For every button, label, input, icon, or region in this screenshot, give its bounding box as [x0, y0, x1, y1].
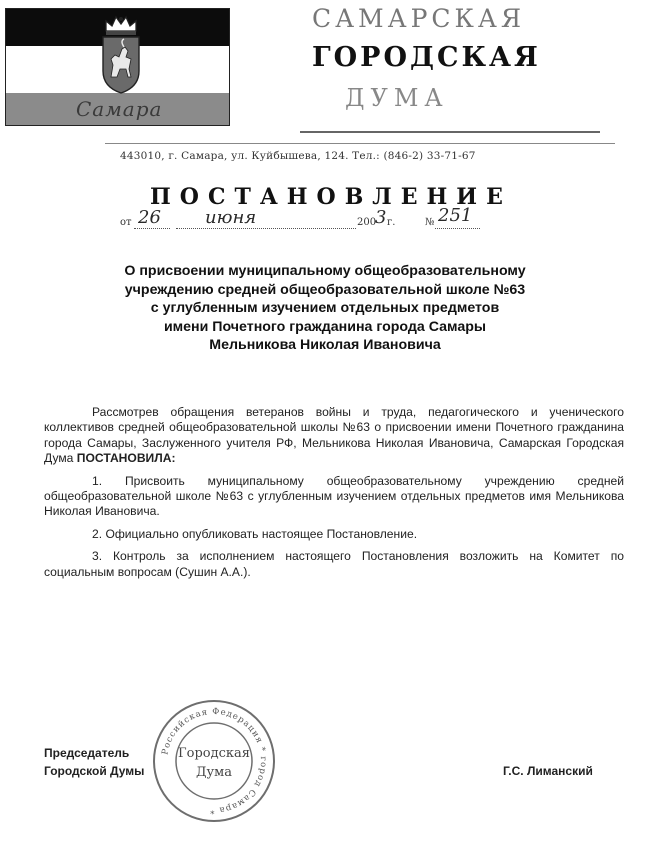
year-prefix: 200	[357, 217, 377, 228]
date-month: июня	[205, 207, 257, 228]
item-1: 1. Присвоить муниципальному общеобразовательному учреждению средней общеобразовательной школе №63 с углубленным изучением отдельных предметов имя Мельникова Николая Ивановича.	[44, 473, 624, 519]
decree-title: ПОСТАНОВЛЕНИЕ	[150, 184, 512, 210]
item-2: 2. Официально опубликовать настоящее Постановление.	[92, 526, 418, 541]
intro-paragraph	[44, 405, 624, 467]
signatory-position	[44, 744, 144, 780]
resolved-word: ПОСТАНОВИЛА:	[76, 451, 176, 466]
seal-ring-text: Российская Федерация * город Самара *	[160, 706, 269, 816]
official-seal-stamp	[150, 697, 278, 825]
seal-center-line2: Дума	[195, 765, 233, 780]
month-underline	[176, 228, 356, 229]
decree-body	[44, 405, 624, 580]
number-prefix: №	[425, 217, 435, 228]
signatory-name: Г.С. Лиманский	[503, 764, 593, 778]
intro-text: Рассмотрев обращения ветеранов войны и труда, педагогического и ученического коллективов средней общеобразовательной школы №63 о присвоении имени Почетного гражданина города Самары, Заслуженного учителя РФ, Мельникова Николая Ивановича, Самарская Городская Дума	[44, 405, 624, 466]
subject-line: Мельникова Николая Ивановича	[209, 337, 441, 353]
subject-line: имени Почетного гражданина города Самары	[163, 318, 487, 335]
header-divider-long	[105, 143, 615, 144]
year-digit: 3	[375, 207, 387, 228]
position-line: Председатель	[44, 746, 130, 760]
decree-date-number	[120, 205, 540, 231]
item-3: 3. Контроль за исполнением настоящего Постановления возложить на Комитет по социальным вопросам (Сушин А.А.).	[44, 549, 624, 579]
subject-line: учреждению средней общеобразовательной школе №63	[124, 281, 526, 298]
header-title-line1: САМАРСКАЯ	[312, 4, 526, 33]
subject-line: с углубленным изучением отдельных предметов	[150, 300, 500, 316]
date-day: 26	[138, 207, 161, 228]
header-divider-short	[300, 131, 600, 133]
date-prefix: от	[120, 217, 132, 228]
subject-line: О присвоении муниципальному общеобразовательному	[124, 263, 526, 279]
city-flag-emblem	[5, 8, 230, 126]
day-underline	[134, 228, 170, 229]
coat-of-arms-icon	[98, 13, 144, 95]
seal-center-line1: Городская	[178, 746, 250, 761]
year-suffix: г.	[387, 217, 396, 228]
flag-caption: Самара	[76, 97, 163, 121]
header-title-line2: ГОРОДСКАЯ	[312, 42, 541, 73]
decree-subject	[60, 262, 590, 355]
address-line: 443010, г. Самара, ул. Куйбышева, 124. Тел.: (846-2) 33-71-67	[120, 150, 476, 162]
position-line: Городской Думы	[44, 764, 145, 778]
number-underline	[435, 228, 480, 229]
decree-number: 251	[438, 205, 473, 226]
header-title-line3: ДУМА	[345, 84, 449, 112]
